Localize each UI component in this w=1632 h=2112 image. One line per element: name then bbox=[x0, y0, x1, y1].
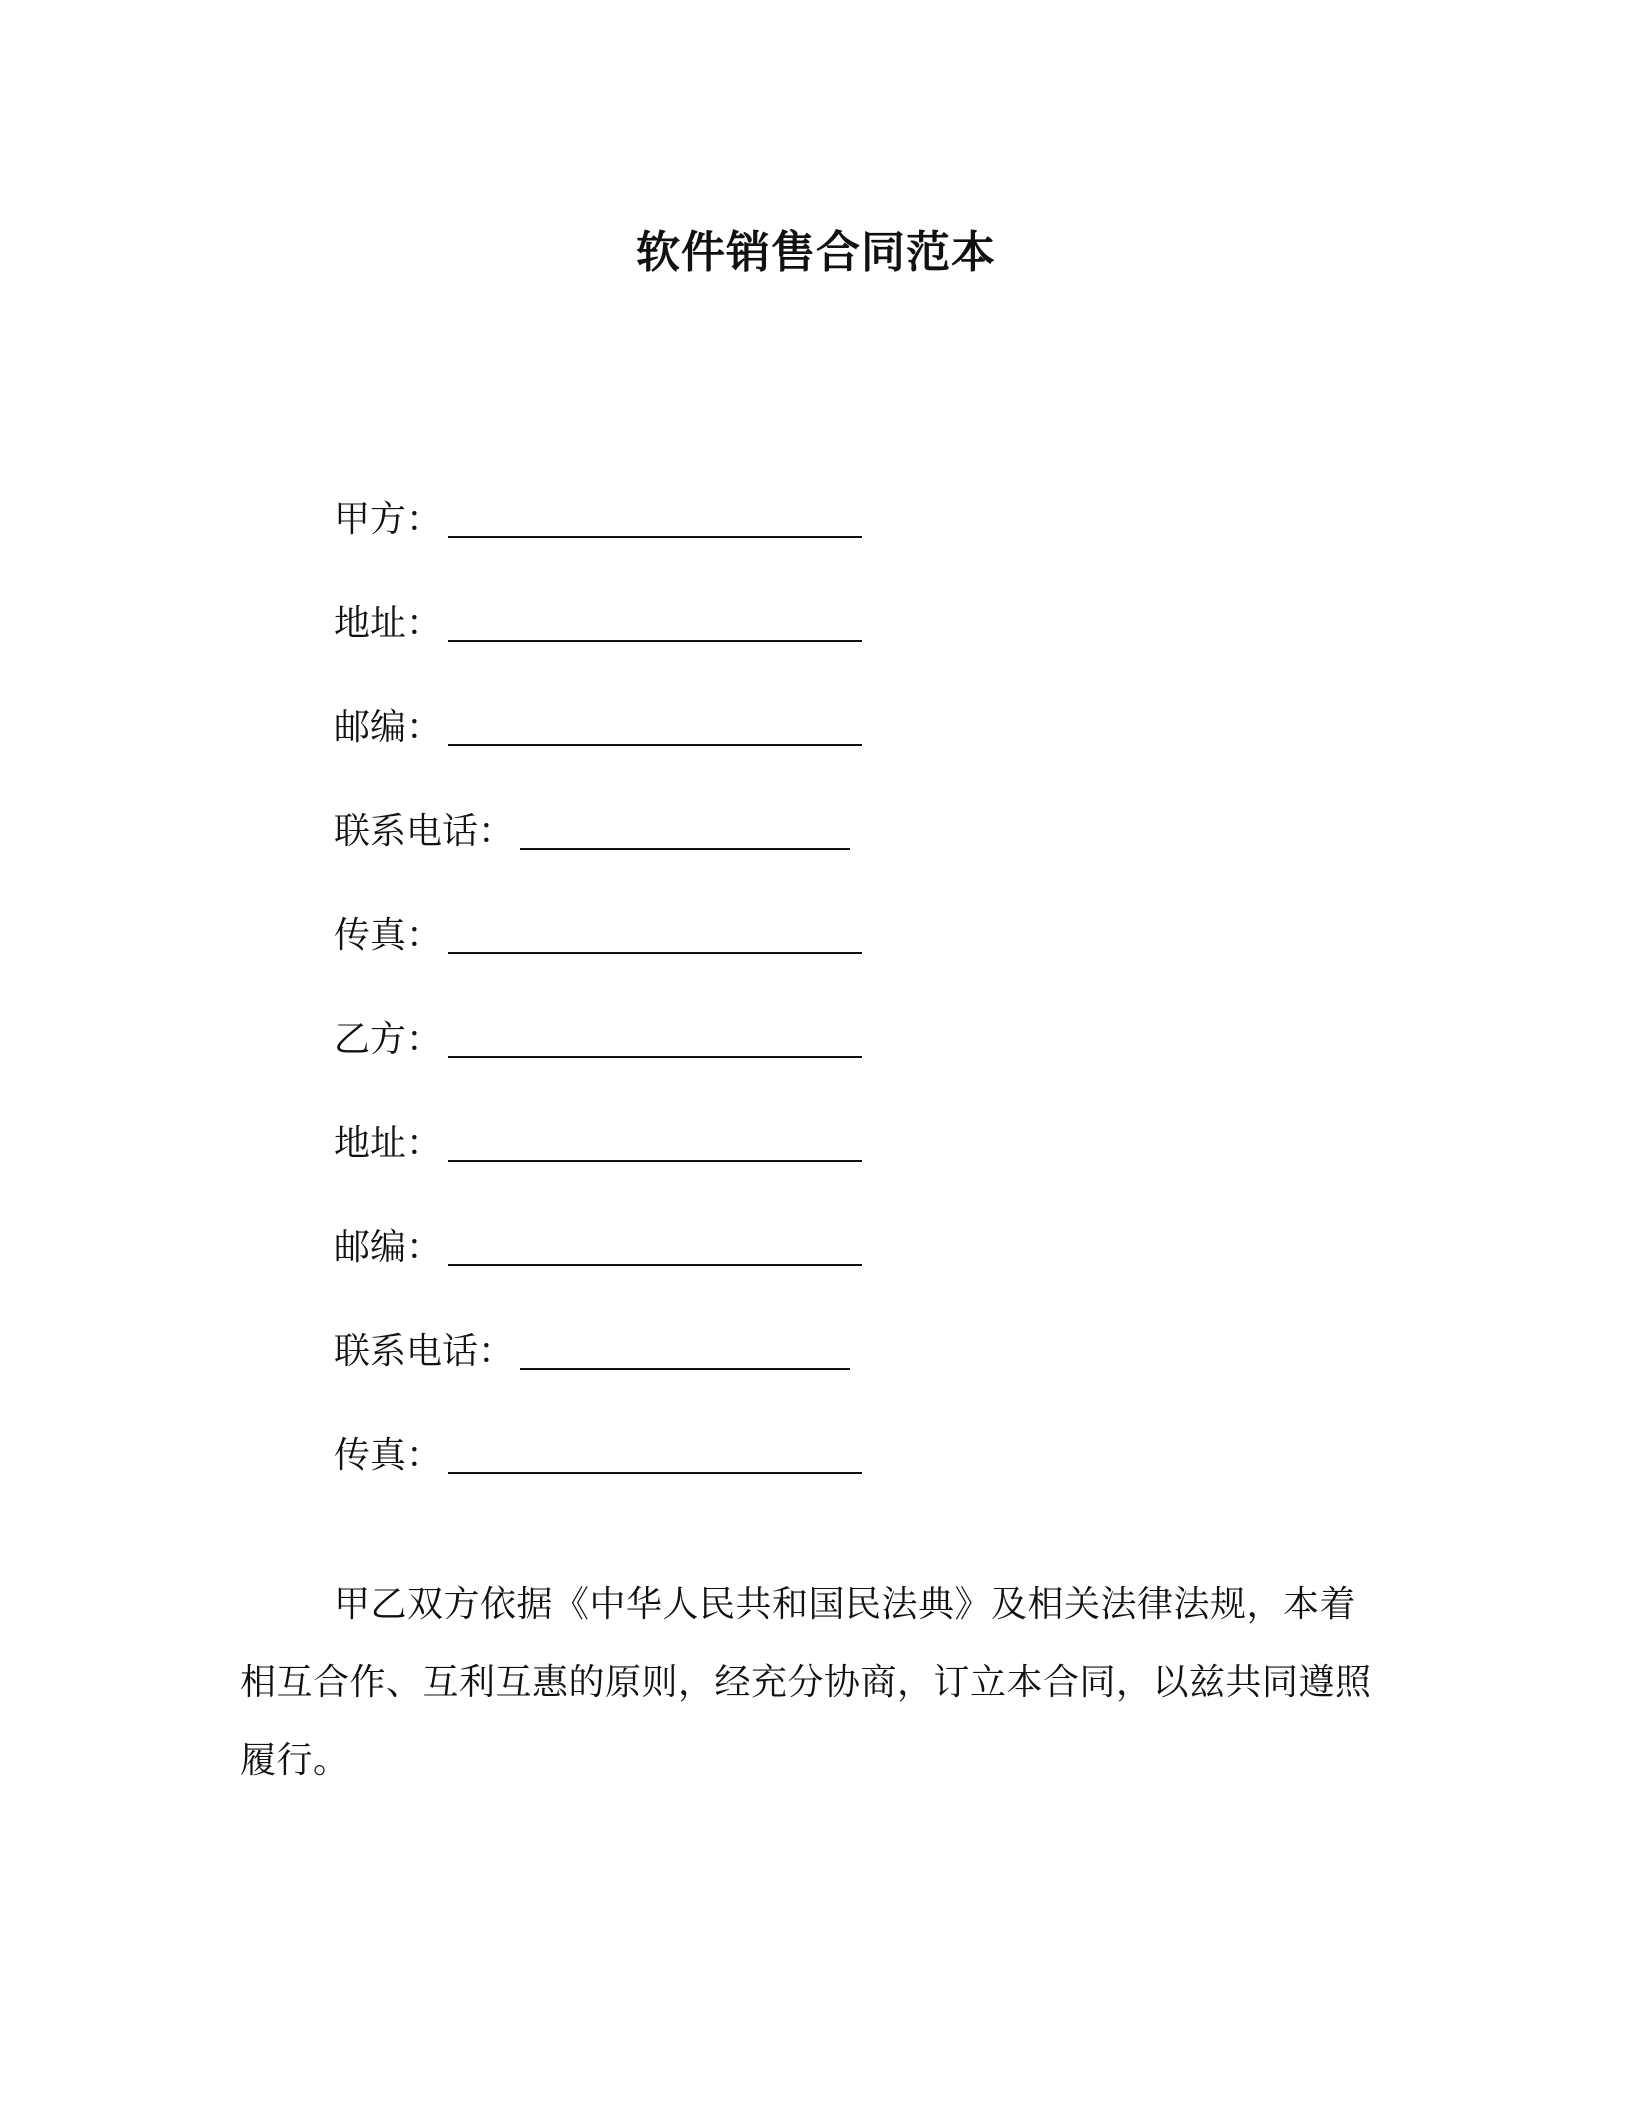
fill-blank-line bbox=[448, 912, 862, 954]
field-party-b-postcode bbox=[334, 1224, 1334, 1328]
fill-blank-line bbox=[448, 1432, 862, 1474]
fill-blank-line bbox=[448, 600, 862, 642]
field-party-b-fax bbox=[334, 1432, 1334, 1536]
field-party-a-address bbox=[334, 600, 1334, 704]
party-fields bbox=[334, 496, 1334, 1536]
document-title: 软件销售合同范本 bbox=[636, 227, 996, 278]
field-party-b-phone bbox=[334, 1328, 1334, 1432]
field-label: 传真： bbox=[334, 915, 443, 956]
fill-blank-line bbox=[448, 496, 862, 538]
field-party-a-phone bbox=[334, 808, 1334, 912]
field-label: 邮编： bbox=[334, 707, 443, 748]
field-party-b-address bbox=[334, 1120, 1334, 1224]
fill-blank-line bbox=[448, 1016, 862, 1058]
field-label: 传真： bbox=[334, 1435, 443, 1476]
field-label: 地址： bbox=[334, 1123, 443, 1164]
field-label: 甲方： bbox=[334, 499, 443, 540]
field-party-a-fax bbox=[334, 912, 1334, 1016]
fill-blank-line bbox=[448, 1120, 862, 1162]
fill-blank-line bbox=[520, 808, 850, 850]
field-party-a-postcode bbox=[334, 704, 1334, 808]
fill-blank-line bbox=[448, 704, 862, 746]
field-label: 联系电话： bbox=[334, 811, 515, 852]
field-party-b bbox=[334, 1016, 1334, 1120]
field-label: 邮编： bbox=[334, 1227, 443, 1268]
preamble-paragraph: 甲乙双方依据《中华人民共和国民法典》及相关法律法规，本着相互合作、互利互惠的原则，经充分协商，订立本合同，以兹共同遵照履行。 bbox=[240, 1584, 1372, 1781]
field-party-a bbox=[334, 496, 1334, 600]
field-label: 联系电话： bbox=[334, 1331, 515, 1372]
field-label: 地址： bbox=[334, 603, 443, 644]
fill-blank-line bbox=[448, 1224, 862, 1266]
field-label: 乙方： bbox=[334, 1019, 443, 1060]
fill-blank-line bbox=[520, 1328, 850, 1370]
